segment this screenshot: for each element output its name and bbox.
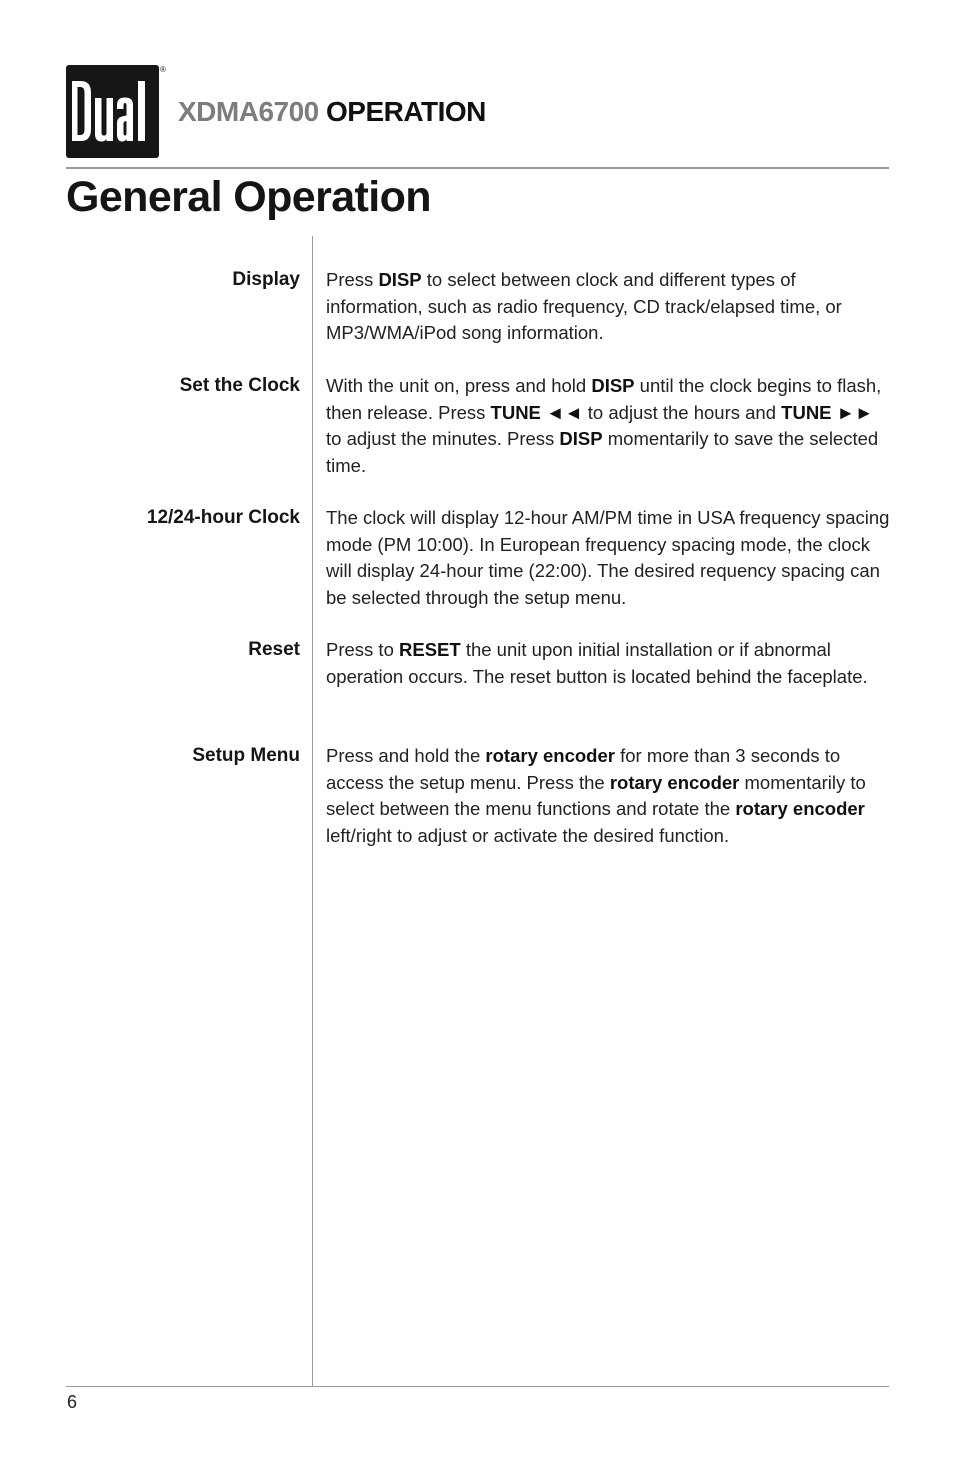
column-divider bbox=[312, 236, 313, 1387]
emphasized-term: TUNE ◄◄ bbox=[490, 401, 583, 423]
section-label-setup-menu: Setup Menu bbox=[192, 745, 300, 766]
text-run: to adjust the minutes. Press bbox=[326, 428, 560, 449]
text-run: momentarily to save the selected time. bbox=[326, 428, 879, 476]
text-run: With the unit on, press and hold bbox=[326, 375, 592, 396]
text-run: the unit upon initial installation or if abnormal operation occurs. The reset button is located behind the faceplate. bbox=[326, 639, 868, 687]
dual-logo-mark bbox=[66, 65, 159, 158]
section-label-set-clock: Set the Clock bbox=[179, 375, 300, 396]
text-run: to adjust the hours and bbox=[582, 401, 782, 423]
text-run: The clock will display 12-hour AM/PM time in USA frequency spacing mode (PM 10:00). In European frequency spacing mode, the clock will display 24-hour time (22:00). The desired requency spacing can be selected through the setup menu. bbox=[326, 507, 890, 608]
manual-header bbox=[178, 96, 486, 128]
emphasized-term: rotary encoder bbox=[485, 745, 615, 766]
emphasized-term: rotary encoder bbox=[735, 798, 865, 819]
emphasized-term: TUNE ►► bbox=[781, 401, 874, 423]
text-run: left/right to adjust or activate the desired function. bbox=[326, 824, 730, 846]
page-number: 6 bbox=[67, 1392, 78, 1412]
emphasized-term: DISP bbox=[378, 269, 422, 290]
footer-divider bbox=[66, 1386, 889, 1387]
section-text-12-24-hour-clock bbox=[326, 505, 892, 611]
section-label-display: Display bbox=[232, 269, 300, 290]
section-label-12-24-hour-clock: 12/24-hour Clock bbox=[146, 507, 300, 528]
text-run: momentarily to select between the menu functions and rotate the bbox=[326, 771, 866, 819]
emphasized-term: RESET bbox=[399, 639, 461, 660]
section-text-setup-menu bbox=[326, 743, 892, 849]
section-text-display bbox=[326, 267, 892, 347]
text-run: Press bbox=[326, 269, 379, 290]
emphasized-term: DISP bbox=[591, 375, 635, 396]
text-run: Press to bbox=[326, 639, 399, 660]
page-title: General Operation bbox=[66, 173, 431, 221]
text-run: until the clock begins to flash, then release. Press bbox=[326, 375, 882, 423]
section-label-reset: Reset bbox=[248, 639, 300, 660]
emphasized-term: DISP bbox=[559, 428, 603, 449]
text-run: Press and hold the bbox=[326, 745, 486, 766]
section-text-reset bbox=[326, 637, 892, 690]
dual-logo bbox=[66, 65, 159, 158]
text-run: to select between clock and different types of information, such as radio frequency, CD track/elapsed time, or MP3/WMA/iPod song information. bbox=[326, 269, 842, 343]
section-text-set-clock bbox=[326, 373, 892, 479]
header-divider bbox=[66, 167, 889, 169]
model-number: XDMA6700 bbox=[178, 96, 319, 127]
registered-mark: ® bbox=[160, 65, 166, 74]
emphasized-term: rotary encoder bbox=[609, 771, 740, 793]
text-run: for more than 3 seconds to access the setup menu. Press the bbox=[326, 745, 841, 793]
operation-label: OPERATION bbox=[326, 96, 486, 127]
